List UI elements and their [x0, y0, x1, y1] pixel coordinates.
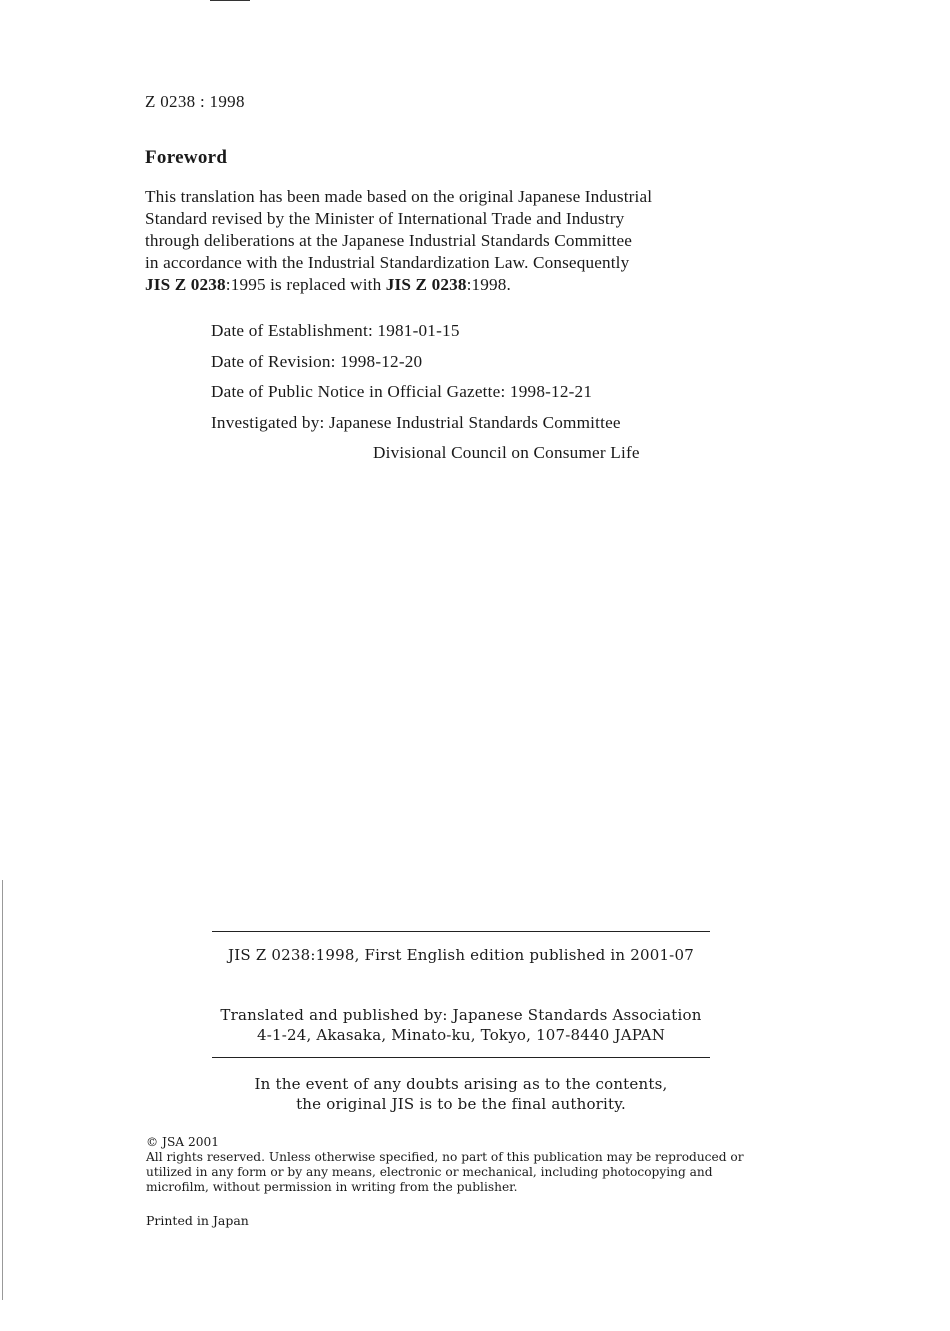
copyright-mark: © JSA 2001 — [146, 1135, 219, 1149]
foreword-last-line — [145, 274, 785, 296]
foreword-line: in accordance with the Industrial Standardization Law. Consequently — [145, 253, 630, 272]
investigated-by: Investigated by: Japanese Industrial Standards Committee — [211, 412, 621, 432]
translated-by: Translated and published by: Japanese Standards Association — [220, 1006, 702, 1024]
date-of-public-notice: Date of Public Notice in Official Gazette: 1998-12-21 — [211, 382, 593, 401]
date-of-establishment: Date of Establishment: 1981-01-15 — [211, 321, 460, 340]
top-edge-rule — [210, 0, 250, 1]
foreword-line: This translation has been made based on the original Japanese Industrial — [145, 187, 653, 206]
authority-notice — [212, 1074, 710, 1114]
dates-block — [211, 320, 640, 473]
document-code: Z 0238 : 1998 — [145, 92, 245, 111]
publisher-block — [212, 1005, 710, 1045]
foreword-paragraph — [145, 186, 785, 296]
foreword-heading: Foreword — [145, 147, 228, 168]
publisher-address: 4-1-24, Akasaka, Minato-ku, Tokyo, 107-8440 JAPAN — [256, 1026, 666, 1044]
authority-line: In the event of any doubts arising as to the contents, — [254, 1075, 668, 1093]
date-of-revision: Date of Revision: 1998-12-20 — [211, 351, 423, 371]
rights-line: utilized in any form or by any means, electronic or mechanical, including photocopying and — [146, 1165, 713, 1179]
new-standard-year: :1998. — [466, 275, 511, 294]
publication-bottom-rule — [212, 1057, 710, 1058]
foreword-line: through deliberations at the Japanese Industrial Standards Committee — [145, 231, 633, 250]
rights-line: microfilm, without permission in writing from the publisher. — [146, 1180, 518, 1194]
publication-top-rule — [212, 931, 710, 932]
new-standard-code: JIS Z 0238 — [385, 275, 467, 294]
edition-statement: JIS Z 0238:1998, First English edition published in 2001-07 — [228, 946, 694, 964]
rights-line: All rights reserved. Unless otherwise specified, no part of this publication may be reproduced or — [146, 1150, 744, 1164]
scan-edge-line — [2, 880, 3, 1300]
old-standard-code: JIS Z 0238 — [145, 275, 226, 294]
authority-line: the original JIS is to be the final authority. — [296, 1095, 626, 1113]
divisional-council: Divisional Council on Consumer Life — [373, 443, 640, 462]
copyright-block — [146, 1135, 786, 1195]
printed-in: Printed in Japan — [146, 1213, 249, 1228]
foreword-line: Standard revised by the Minister of International Trade and Industry — [145, 209, 625, 228]
old-standard-year: :1995 is replaced with — [225, 275, 386, 294]
